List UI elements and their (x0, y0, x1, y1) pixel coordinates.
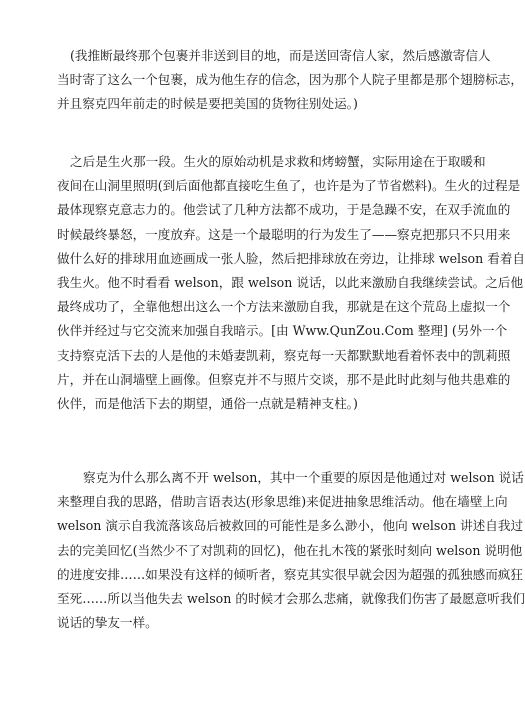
paragraph-3 (57, 466, 525, 635)
text-line: 的进度安排……如果没有这样的倾听者，察克其实很早就会因为超强的孤独感而疯狂 (57, 566, 523, 582)
text-line: 伙伴并经过与它交流来加强自我暗示。[由 Www.QunZou.Com 整理] (另外一个 (57, 323, 508, 339)
text-line: 时候最终暴怒，一度放弃。这是一个最聪明的行为发生了——察克把那只不只用来 (57, 226, 511, 242)
text-line: 伙伴，而是他活下去的期望，通俗一点就是精神支柱。) (57, 395, 358, 411)
text-line: (我推断最终那个包裹并非送到目的地，而是送回寄信人家，然后感激寄信人 (70, 48, 491, 63)
paragraph-1 (57, 44, 523, 117)
text-line: welson 演示自我流落该岛后被救回的可能性是多么渺小，他向 welson 讲述自我过 (57, 518, 524, 534)
text-line: 并且察克四年前走的时候是要把美国的货物往别处运。) (57, 96, 358, 112)
text-line: 做什么好的排球用血迹画成一张人脸，然后把排球放在旁边，让排球 welson 看着自 (57, 250, 525, 266)
text-line: 片，并在山洞墙壁上画像。但察克并不与照片交谈，那不是此时此刻与他共患难的 (57, 371, 511, 387)
text-line: 最终成功了，全靠他想出这么一个方法来激励自我，那就是在这个荒岛上虚拟一个 (57, 299, 511, 315)
text-line: 来整理自我的思路，借助言语表达(形象思维)来促进抽象思维活动。他在墙壁上向 (57, 494, 508, 510)
text-line: 最体现察克意志力的。他尝试了几种方法都不成功，于是急躁不安，在双手流血的 (57, 202, 511, 218)
text-line: 至死……所以当他失去 welson 的时候才会那么悲痛，就像我们伤害了最愿意听我们 (57, 590, 525, 606)
text-line: 察克为什么那么离不开 welson，其中一个重要的原因是他通过对 welson 说话 (83, 470, 524, 485)
text-line: 之后是生火那一段。生火的原始动机是求救和烤螃蟹，实际用途在于取暖和 (70, 154, 486, 169)
text-line: 我生火。他不时看看 welson，跟 welson 说话，以此来激励自我继续尝试。之后他 (57, 274, 524, 290)
text-line: 说话的挚友一样。 (57, 615, 158, 631)
text-line: 当时寄了这么一个包裹，成为他生存的信念，因为那个人院子里都是那个翅膀标志， (57, 72, 523, 88)
text-line: 夜间在山洞里照明(到后面他都直接吃生鱼了，也许是为了节省燃料)。生火的过程是 (57, 178, 521, 194)
text-line: 去的完美回忆(当然少不了对凯莉的回忆)，他在扎木筏的紧张时刻向 welson 说明他 (57, 542, 523, 558)
text-line: 支持察克活下去的人是他的未婚妻凯莉，察克每一天都默默地看着怀表中的凯莉照 (57, 347, 511, 363)
paragraph-2 (57, 150, 525, 416)
